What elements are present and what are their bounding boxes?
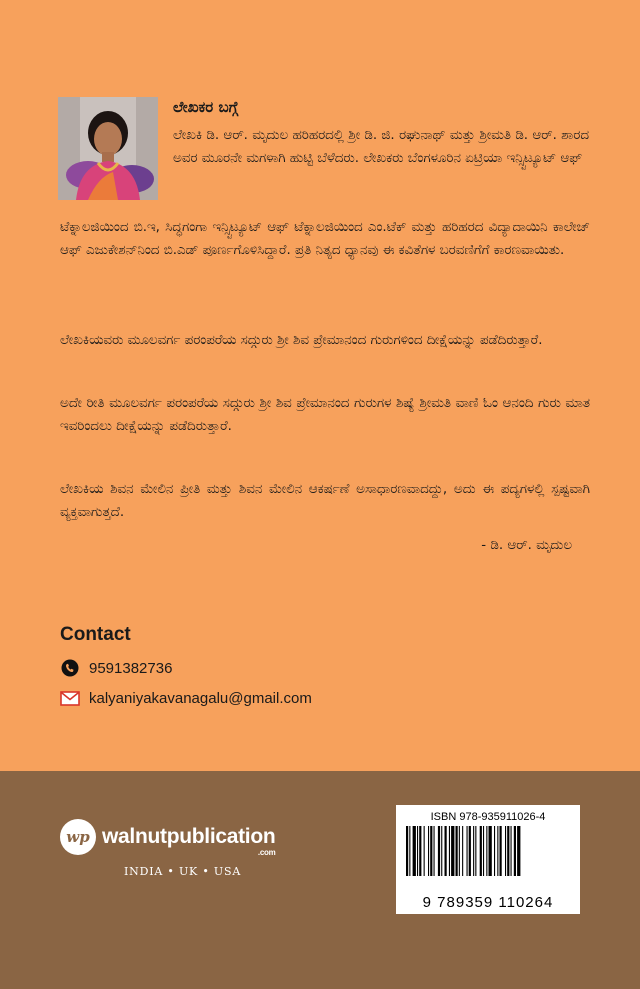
barcode-digits: 9 789359 110264 [422, 894, 554, 911]
barcode-bar [445, 826, 447, 876]
barcode-bar [434, 826, 435, 876]
publisher-name [102, 825, 276, 857]
barcode-bar [469, 826, 471, 876]
bio-paragraph-1: ಲೇಖಕಿ ಡಿ. ಆರ್. ಮೃದುಲ ಹರಿಹರದಲ್ಲಿ ಶ್ರೀ ಡಿ. ಜಿ. ರಘುನಾಥ್ ಮತ್ತು ಶ್ರೀಮತಿ ಡಿ. ಆರ್. ಶಾರದ ಅವರ ಮೂರನೇ ಮಗಳಾಗಿ ಹುಟ್ಟಿ ಬೆಳೆದರು. ಲೇಖಕರು ಬೆಂಗಳೂರಿನ ಏಟ್ರಿಯಾ ಇನ್ಸ್ಟಿಟ್ಯೂಟ್ ಆಫ್ [173, 128, 589, 166]
barcode-bar [473, 826, 474, 876]
barcode-bar [507, 826, 509, 876]
barcode-bar [467, 826, 468, 876]
barcode-bars [404, 826, 572, 894]
barcode-bar [419, 826, 421, 876]
bio-paragraph-4: ಲೇಖಕಿಯ ಶಿವನ ಮೇಲಿನ ಪ್ರೀತಿ ಮತ್ತು ಶಿವನ ಮೇಲಿನ ಆಕರ್ಷಣೆ ಅಸಾಧಾರಣವಾದದ್ದು, ಅದು ಈ ಪದ್ಯಗಳಲ್ಲಿ ಸ್ಪಷ್ಟವಾಗಿ ವ್ಯಕ್ತವಾಗುತ್ತದೆ. [60, 482, 590, 520]
barcode-bar [449, 826, 450, 876]
barcode-bar [409, 826, 410, 876]
barcode-bar [505, 826, 506, 876]
barcode-bar [494, 826, 495, 876]
barcode-bar [413, 826, 416, 876]
barcode-bar [489, 826, 492, 876]
barcode-bar [451, 826, 454, 876]
barcode-bar [486, 826, 487, 876]
barcode-bar [441, 826, 442, 876]
bio-paragraph-1-continued: ಟೆಕ್ನಾಲಜಿಯಿಂದ ಬಿ.ಇ, ಸಿದ್ಧಗಂಗಾ ಇನ್ಸ್ಟಿಟ್ಯೂಟ್ ಆಫ್ ಟೆಕ್ನಾಲಜಿಯಿಂದ ಎಂ.ಟೆಕ್ ಮತ್ತು ಹರಿಹರದ ವಿದ್ಯಾದಾಯಿನಿ ಕಾಲೇಜ್ ಆಫ್ ಎಜುಕೇಶನ್‌ನಿಂದ ಬಿ.ಎಡ್ ಪೂರ್ಣಗೊಳಿಸಿದ್ದಾರೆ. ಪ್ರತಿ ನಿತ್ಯದ ಧ್ಯಾನವು ಈ ಕವಿತೆಗಳ ಬರವಣಿಗೆಗೆ ಕಾರಣವಾಯಿತು. [60, 220, 590, 258]
barcode-bar [406, 826, 408, 876]
publisher-footer [0, 771, 640, 989]
barcode-bar [483, 826, 484, 876]
author-signature: - ಡಿ. ಆರ್. ಮೃದುಲ [481, 538, 572, 553]
barcode-bar [438, 826, 440, 876]
barcode-bar [424, 826, 425, 876]
contact-heading: Contact [60, 624, 131, 645]
barcode-bar [514, 826, 516, 876]
barcode-bar [428, 826, 429, 876]
isbn-label: ISBN 978-935911026-4 [430, 811, 546, 823]
email-row [60, 689, 312, 707]
barcode-bar [517, 826, 520, 876]
about-author-heading: ಲೇಖಕರ ಬಗ್ಗೆ [173, 98, 239, 116]
phone-number[interactable]: 9591382736 [89, 659, 173, 677]
bio-paragraph-3: ಅದೇ ರೀತಿ ಮೂಲವರ್ಗ ಪರಂಪರೆಯ ಸದ್ಗುರು ಶ್ರೀ ಶಿವ ಪ್ರೇಮಾನಂದ ಗುರುಗಳ ಶಿಷ್ಯೆ ಶ್ರೀಮತಿ ವಾಣಿ ಓಂ ಆನಂದಿ ಗುರು ಮಾತ ಇವರಿಂದಲು ದೀಕ್ಷೆಯನ್ನು ಪಡೆದಿರುತ್ತಾರೆ. [60, 396, 590, 434]
email-address[interactable]: kalyaniyakavanagalu@gmail.com [89, 689, 312, 707]
author-photo [58, 97, 158, 200]
publisher-countries: INDIA • UK • USA [124, 865, 242, 878]
publisher-domain-suffix: .com [257, 848, 276, 857]
bio-paragraph-2: ಲೇಖಕಿಯವರು ಮೂಲವರ್ಗ ಪರಂಪರೆಯ ಸದ್ಗುರು ಶ್ರೀ ಶಿವ ಪ್ರೇಮಾನಂದ ಗುರುಗಳಿಂದ ದೀಕ್ಷೆಯನ್ನು ಪಡೆದಿರುತ್ತಾರೆ. [60, 333, 543, 348]
barcode-bar [456, 826, 458, 876]
barcode-bar [475, 826, 476, 876]
barcode-bar [500, 826, 502, 876]
barcode-bar [462, 826, 463, 876]
barcode-bar [480, 826, 482, 876]
barcode-bar [497, 826, 498, 876]
barcode-bar [417, 826, 418, 876]
barcode-bar [511, 826, 512, 876]
publisher-logo [60, 819, 275, 855]
phone-row [60, 659, 172, 677]
isbn-barcode [396, 805, 580, 914]
mail-icon [60, 689, 80, 707]
publisher-name-text: walnutpublication [102, 825, 276, 848]
barcode-bar [430, 826, 432, 876]
phone-icon [60, 659, 80, 677]
publisher-logo-mark: wp [60, 819, 96, 855]
barcode-bar [459, 826, 460, 876]
